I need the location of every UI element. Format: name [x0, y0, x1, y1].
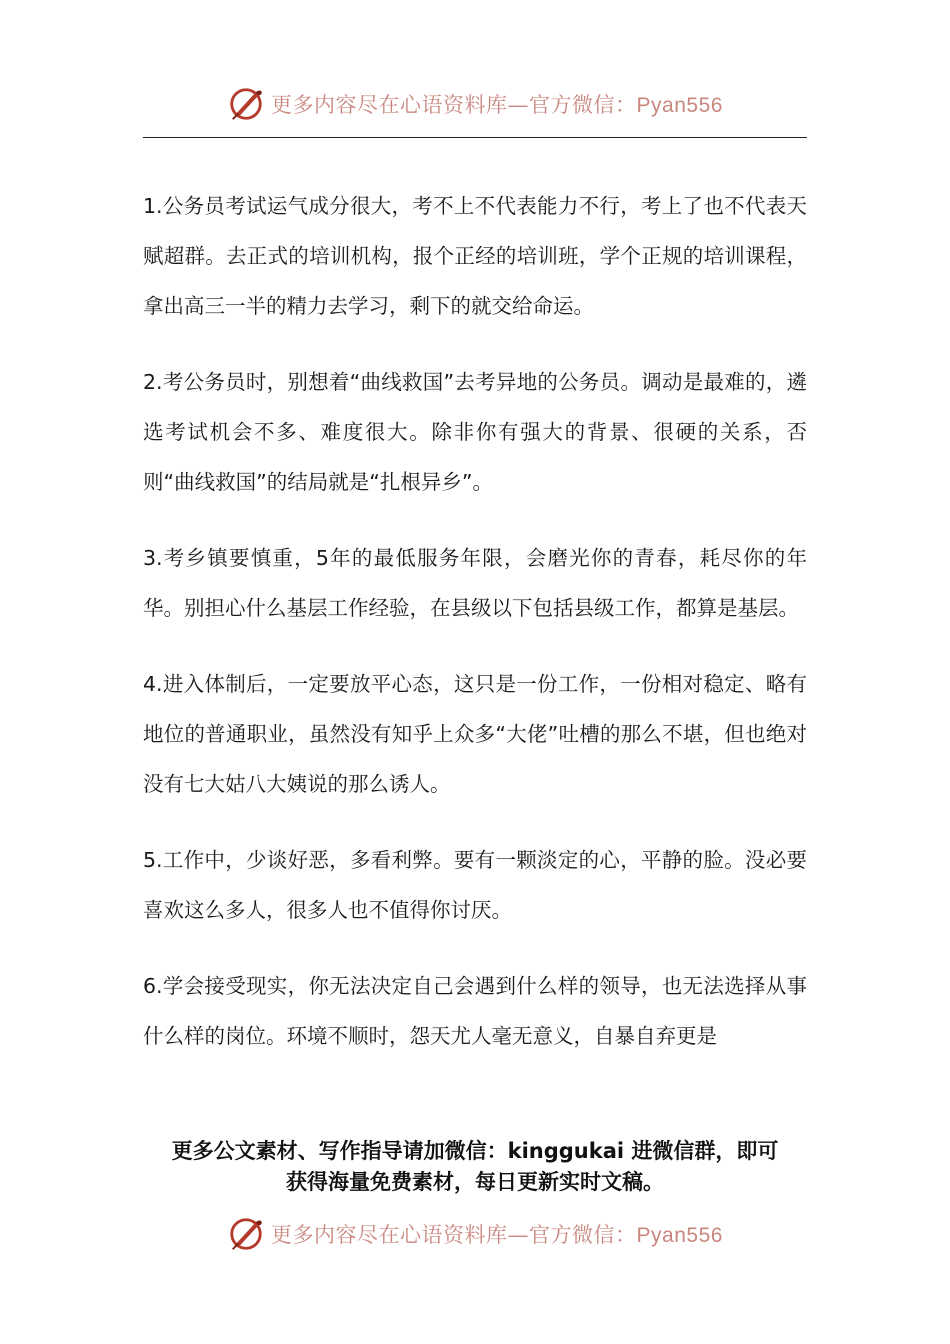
paragraph-1: 1.公务员考试运气成分很大，考不上不代表能力不行，考上了也不代表天赋超群。去正式的培训机构，报个正经的培训班，学个正规的培训课程，拿出高三一半的精力去学习，剩下的就交给命运。 — [143, 194, 807, 318]
footer-brand-text: 更多内容尽在心语资料库—官方微信： — [271, 1223, 637, 1247]
footer-wechat-id: Pyan556 — [636, 1224, 723, 1247]
header-brand-text: 更多内容尽在心语资料库—官方微信： — [271, 93, 637, 117]
header-wechat-id: Pyan556 — [636, 94, 723, 117]
paragraph-5: 5.工作中，少谈好恶，多看利弊。要有一颗淡定的心，平静的脸。没必要喜欢这么多人，很多人也不值得你讨厌。 — [143, 848, 807, 922]
quill-pen-logo-icon — [227, 1215, 265, 1253]
paragraph-3: 3.考乡镇要慎重，5年的最低服务年限，会磨光你的青春，耗尽你的年华。别担心什么基层工作经验，在县级以下包括县级工作，都算是基层。 — [143, 546, 807, 620]
paragraph-2: 2.考公务员时，别想着“曲线救国”去考异地的公务员。调动是最难的，遴选考试机会不多、难度很大。除非你有强大的背景、很硬的关系，否则“曲线救国”的结局就是“扎根异乡”。 — [143, 370, 807, 494]
promo-line-2: 获得海量免费素材，每日更新实时文稿。 — [286, 1170, 664, 1194]
paragraph-4: 4.进入体制后，一定要放平心态，这只是一份工作，一份相对稳定、略有地位的普通职业，虽然没有知乎上众多“大佬”吐槽的那么不堪，但也绝对没有七大姑八大姨说的那么诱人。 — [143, 672, 807, 796]
promo-notice — [143, 1136, 807, 1198]
article-body — [143, 181, 807, 1087]
paragraph-6: 6.学会接受现实，你无法决定自己会遇到什么样的领导，也无法选择从事什么样的岗位。环境不顺时，怨天尤人毫无意义，自暴自弃更是 — [143, 974, 807, 1048]
header-divider — [143, 137, 807, 138]
footer-brand — [0, 1212, 950, 1256]
quill-pen-logo-icon — [227, 85, 265, 123]
header-brand — [0, 82, 950, 126]
promo-line-1: 更多公文素材、写作指导请加微信：kinggukai 进微信群，即可 — [171, 1139, 779, 1163]
